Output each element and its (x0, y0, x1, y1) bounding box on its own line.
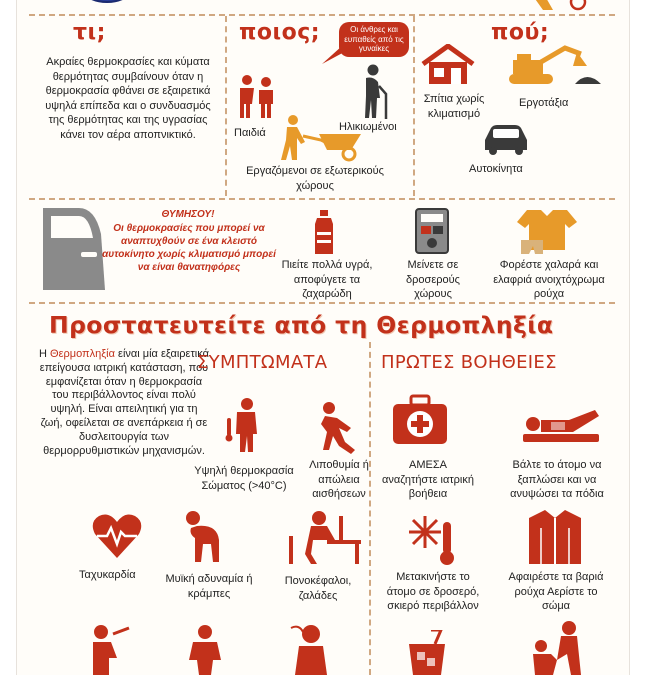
who-workers-label: Εργαζόμενοι σε εξωτερικούς χώρους (246, 165, 384, 192)
reminder-text: Οι θερμοκρασίες που μπορεί να αναπτυχθούν σε ένα κλειστό αυτοκίνητο χωρίς κλιματισμό μπορεί να είναι θανατηφόρες (102, 223, 276, 273)
who-callout-bubble: Οι άνθρες και ευπαθείς από τις γυναίκες (339, 22, 409, 57)
banner-title: Προστατευτείτε από τη Θερμοπληξία (49, 311, 554, 339)
excavator-icon (503, 44, 603, 97)
symptom-weakness-label: Μυϊκή αδυναμία ή κράμπες (165, 573, 253, 600)
intro-highlight: Θερμοπληξία (50, 348, 115, 360)
who-elderly-label: Ηλικιωμένοι (339, 121, 397, 133)
worker-partial-icon (523, 0, 593, 21)
who-title: ποιος; (239, 20, 321, 45)
helping-person-icon (527, 620, 587, 680)
bubble-tail-icon (322, 46, 348, 71)
symptom-headache-label: Πονοκέφαλοι, ζαλάδες (284, 575, 352, 602)
clothes-icon (513, 206, 583, 261)
air-conditioner-icon (415, 208, 449, 259)
symptom-high-temp-label: Υψηλή θερμοκρασία Σώματος (>40°C) (194, 465, 294, 492)
tip-drink-label: Πιείτε πολλά υγρά, αποφύγετε τα ζαχαρώδη (281, 259, 373, 300)
cold-thermometer-icon (405, 512, 461, 573)
children-icon (235, 72, 279, 125)
who-children-label: Παιδιά (234, 127, 266, 139)
intro-prefix: Η (39, 348, 51, 360)
heartbeat-icon (91, 512, 143, 565)
symptom-tachycardia-label: Ταχυκαρδία (79, 569, 136, 581)
thirst-icon (83, 624, 133, 680)
lying-person-icon (521, 404, 601, 449)
fainting-icon (317, 402, 361, 459)
where-title: πού; (491, 20, 550, 45)
first-aid-title: ΠΡΩΤΕΣ ΒΟΗΘΕΙΕΣ (381, 352, 557, 373)
reminder-title: ΘΥΜΗΣΟΥ! (161, 209, 215, 220)
tip-cool-label: Μείνετε σε δροσερούς χώρους (406, 259, 460, 300)
worker-wheelbarrow-icon (275, 114, 365, 167)
dizziness-icon (285, 624, 335, 680)
high-temperature-icon (225, 398, 265, 459)
cold-drink-icon (405, 630, 449, 680)
where-cars-label: Αυτοκίνητα (469, 163, 523, 175)
muscle-weakness-icon (181, 508, 225, 569)
what-title: τι; (73, 20, 106, 45)
car-door-icon (39, 204, 107, 297)
symptom-fainting-label: Λιποθυμία ή απώλεια αισθήσεων (309, 459, 369, 500)
infographic-page (16, 0, 630, 675)
tip-clothes-label: Φορέστε χαλαρά και ελαφριά ανοιχτόχρωμα ρούχα (493, 259, 605, 300)
car-icon (481, 122, 531, 161)
jacket-icon (527, 508, 583, 571)
first-aid-lay-down-label: Βάλτε το άτομο να ξαπλώσει και να ανυψώσει τα πόδια (510, 459, 604, 500)
where-sites-label: Εργοτάξια (519, 97, 569, 109)
intro-text (39, 348, 209, 458)
symptoms-title: ΣΥΜΠΤΩΜΑΤΑ (197, 352, 328, 373)
where-houses-label: Σπίτια χωρίς κλιματισμό (423, 93, 485, 120)
water-bottle-icon (313, 210, 335, 261)
first-aid-kit-icon (391, 394, 449, 451)
headache-desk-icon (283, 510, 363, 571)
first-aid-move-label: Μετακινήστε το άτομο σε δροσερό, σκιερό περιβάλλον (386, 571, 480, 612)
nausea-icon (183, 624, 227, 680)
first-aid-call-label: ΑΜΕΣΑ αναζητήστε ιατρική βοήθεια (381, 459, 474, 500)
what-text: Ακραίες θερμοκρασίες και κύματα θερμότητας συμβαίνουν όταν η θερμοκρασία φθάνει σε εξαιρετικά υψηλά επίπεδα και ο συνδυασμός της θερμότητας και της υγρασίας κάνει τον αέρα αποπνικτικό. (45, 56, 211, 141)
first-aid-remove-clothes-label: Αφαιρέστε τα βαριά ρούχα Αερίστε το σώμα (508, 571, 604, 612)
intro-rest: είναι μία εξαιρετικά επείγουσα ιατρική κατάσταση, που εμφανίζεται όταν η θερμοκρασία του περιβάλλοντος είναι πολύ υψηλή. Είναι απειλητική για τη ζωή, οφείλεται σε ανεπάρκεια ή σε δυσλειτουργία των θερμορρυθμιστικών μηχανισμών. (39, 348, 209, 457)
logo-emblem-icon (75, 0, 139, 9)
house-icon (421, 44, 475, 91)
